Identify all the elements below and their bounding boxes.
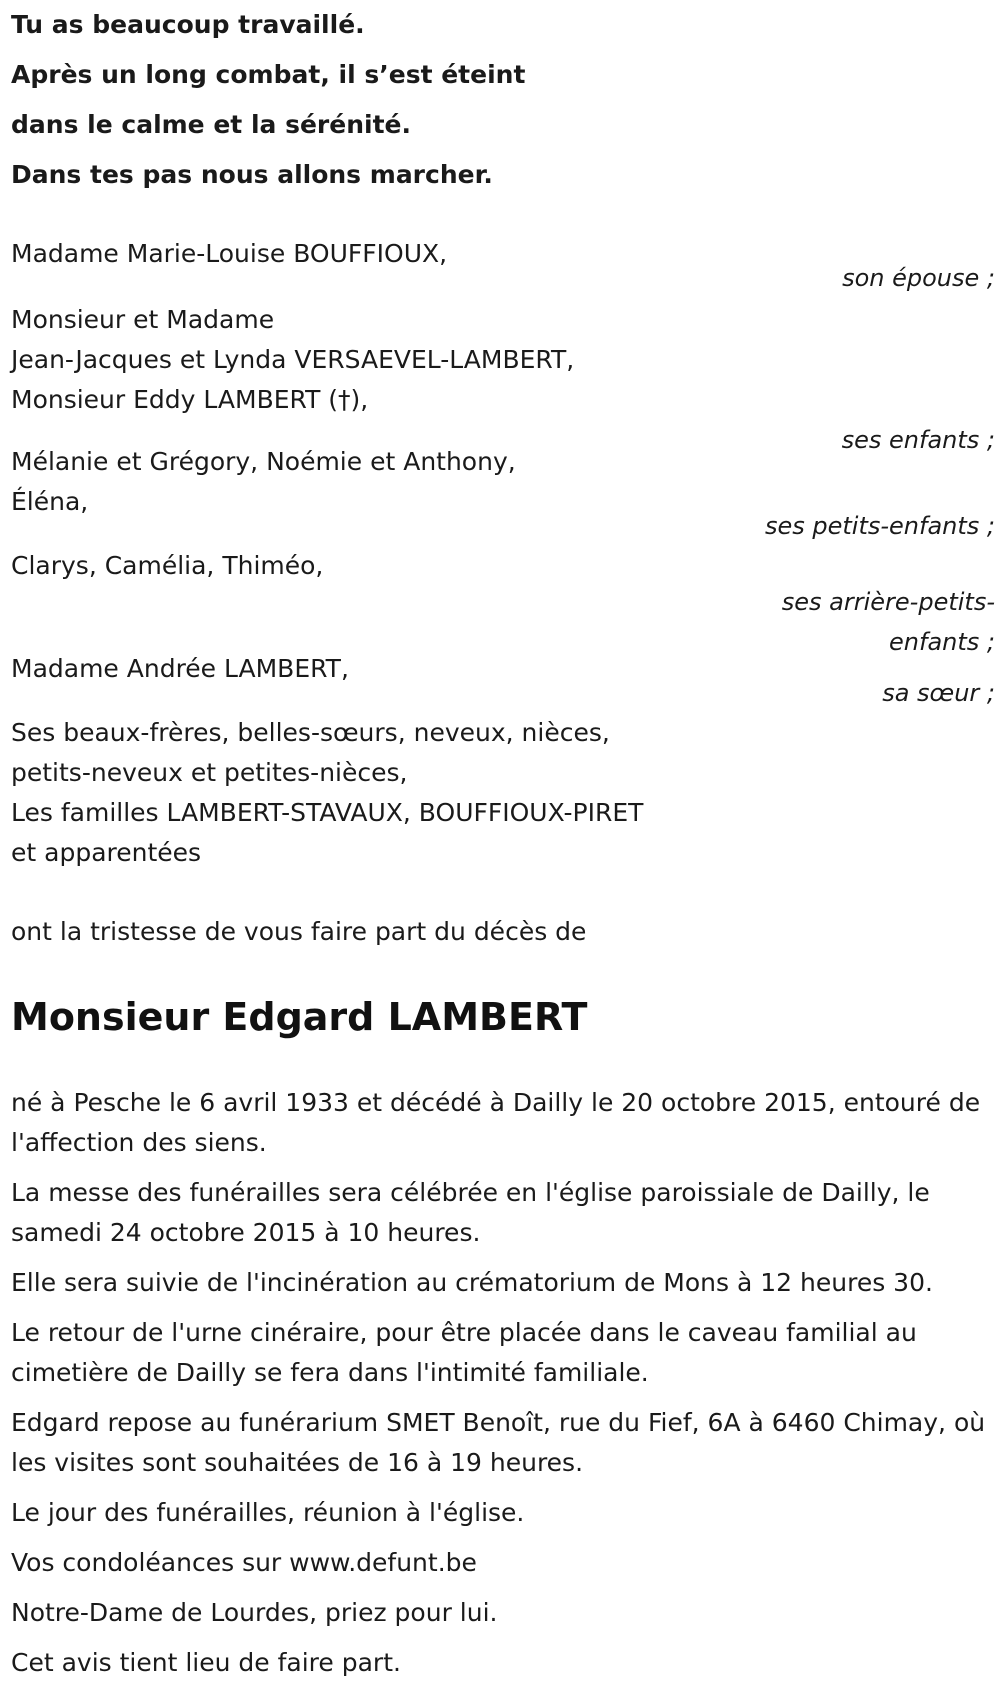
quote-line: Après un long combat, il s’est éteint [11,60,526,89]
family-entry-sister [11,649,999,713]
family-name-line: Les familles LAMBERT-STAVAUX, BOUFFIOUX-PIRET [11,798,644,827]
family-name-line: Ses beaux-frères, belles-sœurs, neveux, nièces, [11,718,610,747]
detail-paragraph: Cet avis tient lieu de faire part. [11,1648,401,1677]
quote-line: dans le calme et la sérénité. [11,110,411,139]
family-name-line: Jean-Jacques et Lynda VERSAEVEL-LAMBERT, [11,345,575,374]
announcement-text: ont la tristesse de vous faire part du décès de [11,917,587,946]
family-name-line: Monsieur et Madame [11,305,275,334]
family-entry-spouse [11,234,999,298]
quote-line: Dans tes pas nous allons marcher. [11,160,493,189]
relation-label: ses arrière-petits- [781,588,995,616]
family-entry-grandchildren [11,442,999,546]
deceased-name: Monsieur Edgard LAMBERT [11,995,588,1039]
detail-paragraph: Elle sera suivie de l'incinération au crématorium de Mons à 12 heures 30. [11,1268,933,1297]
quote-line: Tu as beaucoup travaillé. [11,10,365,39]
relation-label: ses enfants ; [841,426,995,454]
website-reference: Vos condoléances sur www.defunt.be [11,1548,477,1577]
family-entry-children [11,300,999,460]
family-name-line: et apparentées [11,838,202,867]
family-name-line: Éléna, [11,487,89,516]
detail-paragraph: Edgard repose au funérarium SMET Benoît, rue du Fief, 6A à 6460 Chimay, où les visites sont souhaitées de 16 à 19 heures. [11,1408,986,1477]
detail-paragraph: Notre-Dame de Lourdes, priez pour lui. [11,1598,498,1627]
relation-label: enfants ; [889,628,995,656]
family-entry-great-grandchildren [11,546,999,662]
family-name-line: Madame Marie-Louise BOUFFIOUX, [11,239,448,268]
relation-label: son épouse ; [842,264,995,292]
family-entry-extended [11,713,999,873]
family-name-line: petits-neveux et petites-nièces, [11,758,408,787]
relation-label: ses petits-enfants ; [764,512,995,540]
family-name-line: Monsieur Eddy LAMBERT (†), [11,385,369,414]
relation-label: sa sœur ; [882,679,995,707]
detail-paragraph: Le retour de l'urne cinéraire, pour être placée dans le caveau familial au cimetière de Dailly se fera dans l'intimité familiale. [11,1318,917,1387]
detail-paragraph: né à Pesche le 6 avril 1933 et décédé à Dailly le 20 octobre 2015, entouré de l'affection des siens. [11,1088,981,1157]
family-name-line: Madame Andrée LAMBERT, [11,654,349,683]
family-name-line: Mélanie et Grégory, Noémie et Anthony, [11,447,516,476]
detail-paragraph: La messe des funérailles sera célébrée en l'église paroissiale de Dailly, le samedi 24 octobre 2015 à 10 heures. [11,1178,930,1247]
detail-paragraph: Le jour des funérailles, réunion à l'église. [11,1498,525,1527]
opening-quote [11,0,525,200]
family-name-line: Clarys, Camélia, Thiméo, [11,551,324,580]
details-section [11,1083,991,1683]
